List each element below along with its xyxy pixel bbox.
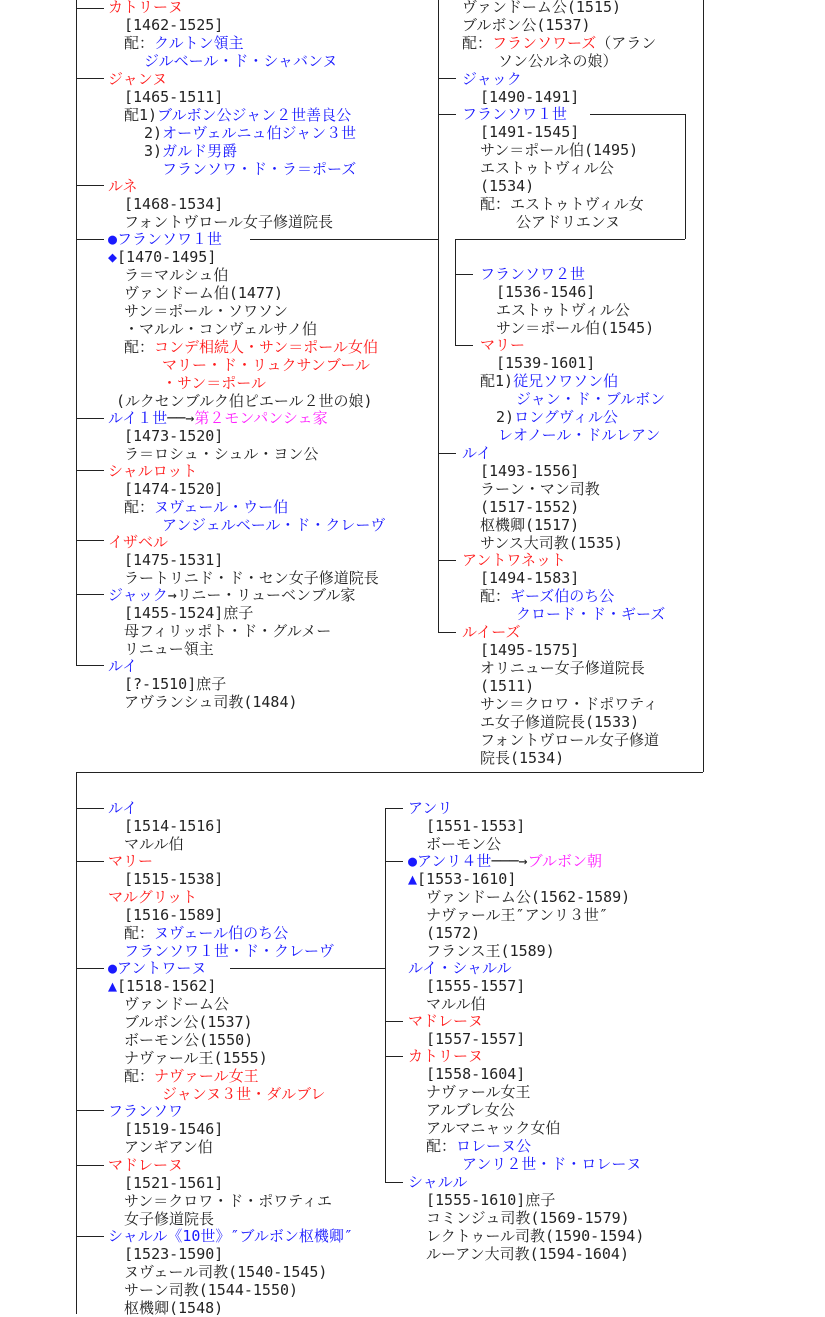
- dates: [1551-1553]: [426, 817, 526, 835]
- person-name: マドレーヌ: [108, 1156, 184, 1174]
- person-name-line: ジャック→リニー・リューベンブル家: [108, 586, 356, 604]
- spouse-line: 配：クルトン領主: [124, 34, 244, 52]
- dates: [1468-1534]: [124, 195, 224, 213]
- person-name: フランソワ２世: [480, 265, 586, 283]
- spouse-line: 配：ナヴァール女王: [124, 1067, 259, 1085]
- dates: [1557-1557]: [426, 1030, 526, 1048]
- person-name-line: ルイ１世──→第２モンパンシェ家: [108, 409, 328, 427]
- dates: [1514-1516]: [124, 817, 224, 835]
- spouse-name: アンジェルベール・ド・クレーヴ: [162, 516, 386, 534]
- dates: [?-1510]庶子: [124, 675, 227, 693]
- title: ヴァンドーム公(1515): [462, 0, 622, 16]
- title: ヴァンドーム伯(1477): [124, 284, 284, 302]
- circle-mark-icon: ●: [108, 230, 118, 248]
- person-name: フランソワ１世: [462, 105, 568, 123]
- dates: [1494-1583]: [480, 569, 580, 587]
- title: ボーモン公(1550): [124, 1031, 254, 1049]
- spouse-name: フランソワ・ド・ラ＝ポーズ: [162, 160, 357, 178]
- dates: [1558-1604]: [426, 1065, 526, 1083]
- note: マルル伯: [426, 995, 486, 1013]
- title: エストゥトヴィル公: [480, 159, 614, 177]
- spouse-name: ジャンヌ３世・ダルブレ: [162, 1085, 326, 1103]
- spouse-note: ソン公ルネの娘）: [498, 52, 618, 70]
- title: サン＝ポール・ソワソン: [124, 302, 288, 320]
- note: マルル伯: [124, 835, 184, 853]
- spouse-name: アンリ２世・ド・ロレーヌ: [462, 1155, 642, 1173]
- spouse-line: 公アドリエンヌ: [516, 213, 621, 231]
- person-name: ジャック: [462, 70, 522, 88]
- triangle-mark-icon: ▲: [408, 870, 418, 888]
- person-name: フランソワ: [108, 1102, 184, 1120]
- title: アルマニャック女伯: [426, 1119, 561, 1137]
- dates: [1523-1590]: [124, 1245, 224, 1263]
- title: フォントヴロール女子修道: [480, 731, 659, 749]
- dates: [1475-1531]: [124, 551, 224, 569]
- person-name: マドレーヌ: [408, 1012, 484, 1030]
- person-name: イザベル: [108, 533, 169, 551]
- spouse-line: 配：エストゥトヴィル女: [480, 195, 644, 213]
- note: アンギアン伯: [124, 1138, 213, 1156]
- note: ヌヴェール司教(1540-1545): [124, 1263, 328, 1281]
- title: ブルボン公(1537): [462, 16, 591, 34]
- person-name: ルネ: [108, 177, 138, 195]
- spouse-name: マリー・ド・リュクサンブール: [162, 356, 371, 374]
- dates: [1521-1561]: [124, 1174, 224, 1192]
- title: (1534): [480, 177, 535, 195]
- spouse-name: レオノール・ドルレアン: [498, 426, 661, 444]
- title: エ女子修道院長(1533): [480, 713, 640, 731]
- house-link: 第２モンパンシェ家: [194, 409, 328, 427]
- title: サン＝クロワ・ドポワティ: [480, 695, 659, 713]
- title: ヴァンドーム公: [124, 995, 229, 1013]
- title: ナヴァール王(1555): [124, 1049, 268, 1067]
- spouse-line: 配：ロレーヌ公: [426, 1137, 532, 1155]
- title: サン＝ポール伯(1545): [496, 319, 655, 337]
- spouse-name: ・サン＝ポール: [162, 374, 266, 392]
- dates: [1491-1545]: [480, 123, 580, 141]
- person-name-line: ●アンリ４世───→ブルボン朝: [408, 852, 602, 870]
- title: (1511): [480, 677, 535, 695]
- person-name: アントワネット: [462, 551, 566, 569]
- dates-line: ▲[1553-1610]: [408, 870, 517, 888]
- spouse-name: クロード・ド・ギーズ: [516, 605, 666, 623]
- person-name: ルイ: [108, 657, 138, 675]
- title: (1572): [426, 924, 481, 942]
- note: フォントヴロール女子修道院長: [124, 213, 333, 231]
- person-name: ルイ: [108, 799, 138, 817]
- person-name: ルイーズ: [462, 623, 521, 641]
- spouse-line: 2)ロングヴィル公: [496, 408, 618, 426]
- title: レクトゥール司教(1590-1594): [426, 1227, 645, 1245]
- person-name: シャルル《10世》″ブルボン枢機卿″: [108, 1227, 353, 1245]
- spouse-name: ジルベール・ド・シャバンヌ: [144, 52, 338, 70]
- circle-mark-icon: ●: [408, 852, 418, 870]
- dates: [1555-1557]: [426, 977, 526, 995]
- dates: [1490-1491]: [480, 88, 580, 106]
- title: ラーン・マン司教: [480, 480, 600, 498]
- dates: [1536-1546]: [496, 283, 596, 301]
- person-name-line: ●フランソワ１世: [108, 230, 223, 248]
- note: ラ＝ロシュ・シュル・ヨン公: [124, 445, 319, 463]
- dates: [1473-1520]: [124, 427, 224, 445]
- spouse-line: 配：コンデ相続人・サン＝ポール女伯: [124, 338, 378, 356]
- spouse-line: 配：ギーズ伯のち公: [480, 587, 615, 605]
- dates: [1455-1524]庶子: [124, 604, 254, 622]
- dynasty-link: ブルボン朝: [527, 852, 602, 870]
- title: 枢機卿(1517): [480, 516, 580, 534]
- spouse-line: 3)ガルド男爵: [144, 142, 238, 160]
- title: フランス王(1589): [426, 942, 555, 960]
- circle-mark-icon: ●: [108, 959, 118, 977]
- title: (1517-1552): [480, 498, 580, 516]
- title: 院長(1534): [480, 749, 565, 767]
- note: ラートリニド・ド・セン女子修道院長: [124, 569, 379, 587]
- title: ヴァンドーム公(1562-1589): [426, 888, 631, 906]
- note: ボーモン公: [426, 835, 502, 853]
- person-name: シャルロット: [108, 462, 198, 480]
- spouse-line: 配1)従兄ソワソン伯: [480, 372, 619, 390]
- title: ナヴァール王″アンリ３世″: [426, 906, 609, 924]
- spouse-line: 配1)ブルボン公ジャン２世善良公: [124, 106, 352, 124]
- dates-line: ◆[1470-1495]: [108, 248, 217, 266]
- note: 枢機卿(1548): [124, 1299, 224, 1317]
- title: アルブレ女公: [426, 1101, 515, 1119]
- person-name: マリー: [480, 336, 526, 354]
- note: 母フィリッポト・ド・グルメー: [124, 622, 332, 640]
- dates: [1495-1575]: [480, 641, 580, 659]
- dates: [1519-1546]: [124, 1120, 224, 1138]
- note: 女子修道院長: [124, 1210, 215, 1228]
- title: コミンジュ司教(1569-1579): [426, 1209, 630, 1227]
- dates: [1515-1538]: [124, 870, 224, 888]
- title: ラ＝マルシュ伯: [124, 266, 229, 284]
- dates: [1493-1556]: [480, 462, 580, 480]
- person-name: ルイ・シャルル: [408, 959, 512, 977]
- title: ・マルル・コンヴェルサノ伯: [124, 320, 317, 338]
- note: サーン司教(1544-1550): [124, 1281, 299, 1299]
- note: アヴランシュ司教(1484): [124, 693, 298, 711]
- note: サン＝クロワ・ド・ポワティエ: [124, 1192, 333, 1210]
- person-name: カトリーヌ: [408, 1047, 484, 1065]
- dates: [1462-1525]: [124, 16, 224, 34]
- person-name: ジャンヌ: [108, 70, 168, 88]
- note: リニュー領主: [124, 640, 214, 658]
- title: ルーアン大司教(1594-1604): [426, 1245, 629, 1263]
- diamond-mark-icon: ◆: [108, 248, 118, 266]
- spouse-note: (ルクセンブルク伯ピエール２世の娘): [116, 392, 373, 410]
- person-name: シャルル: [408, 1173, 468, 1191]
- triangle-mark-icon: ▲: [108, 977, 118, 995]
- dates: [1474-1520]: [124, 480, 224, 498]
- title: サン＝ポール伯(1495): [480, 141, 639, 159]
- dates: [1465-1511]: [124, 88, 224, 106]
- spouse-line: 配：フランソワーズ（アラン: [462, 34, 657, 52]
- dates: [1516-1589]: [124, 906, 224, 924]
- spouse-line: 2)オーヴェルニュ伯ジャン３世: [144, 124, 357, 142]
- title: ナヴァール女王: [426, 1083, 531, 1101]
- person-name: ルイ: [462, 444, 492, 462]
- dates: [1555-1610]庶子: [426, 1191, 556, 1209]
- title: サンス大司教(1535): [480, 534, 623, 552]
- person-name: マリー: [108, 852, 154, 870]
- title: オリニュー女子修道院長: [480, 659, 645, 677]
- spouse-line: 配：ヌヴェール伯のち公: [124, 924, 289, 942]
- title: ブルボン公(1537): [124, 1013, 253, 1031]
- spouse-line: 配：ヌヴェール・ウー伯: [124, 498, 289, 516]
- person-name: カトリーヌ: [108, 0, 184, 16]
- person-name: マルグリット: [108, 888, 198, 906]
- spouse-name: ジャン・ド・ブルボン: [516, 390, 666, 408]
- spouse-name: フランソワ１世・ド・クレーヴ: [124, 942, 335, 960]
- dates-line: ▲[1518-1562]: [108, 977, 217, 995]
- title: エストゥトヴィル公: [496, 301, 630, 319]
- dates: [1539-1601]: [496, 354, 596, 372]
- person-name-line: ●アントワーヌ: [108, 959, 207, 977]
- person-name: アンリ: [408, 799, 453, 817]
